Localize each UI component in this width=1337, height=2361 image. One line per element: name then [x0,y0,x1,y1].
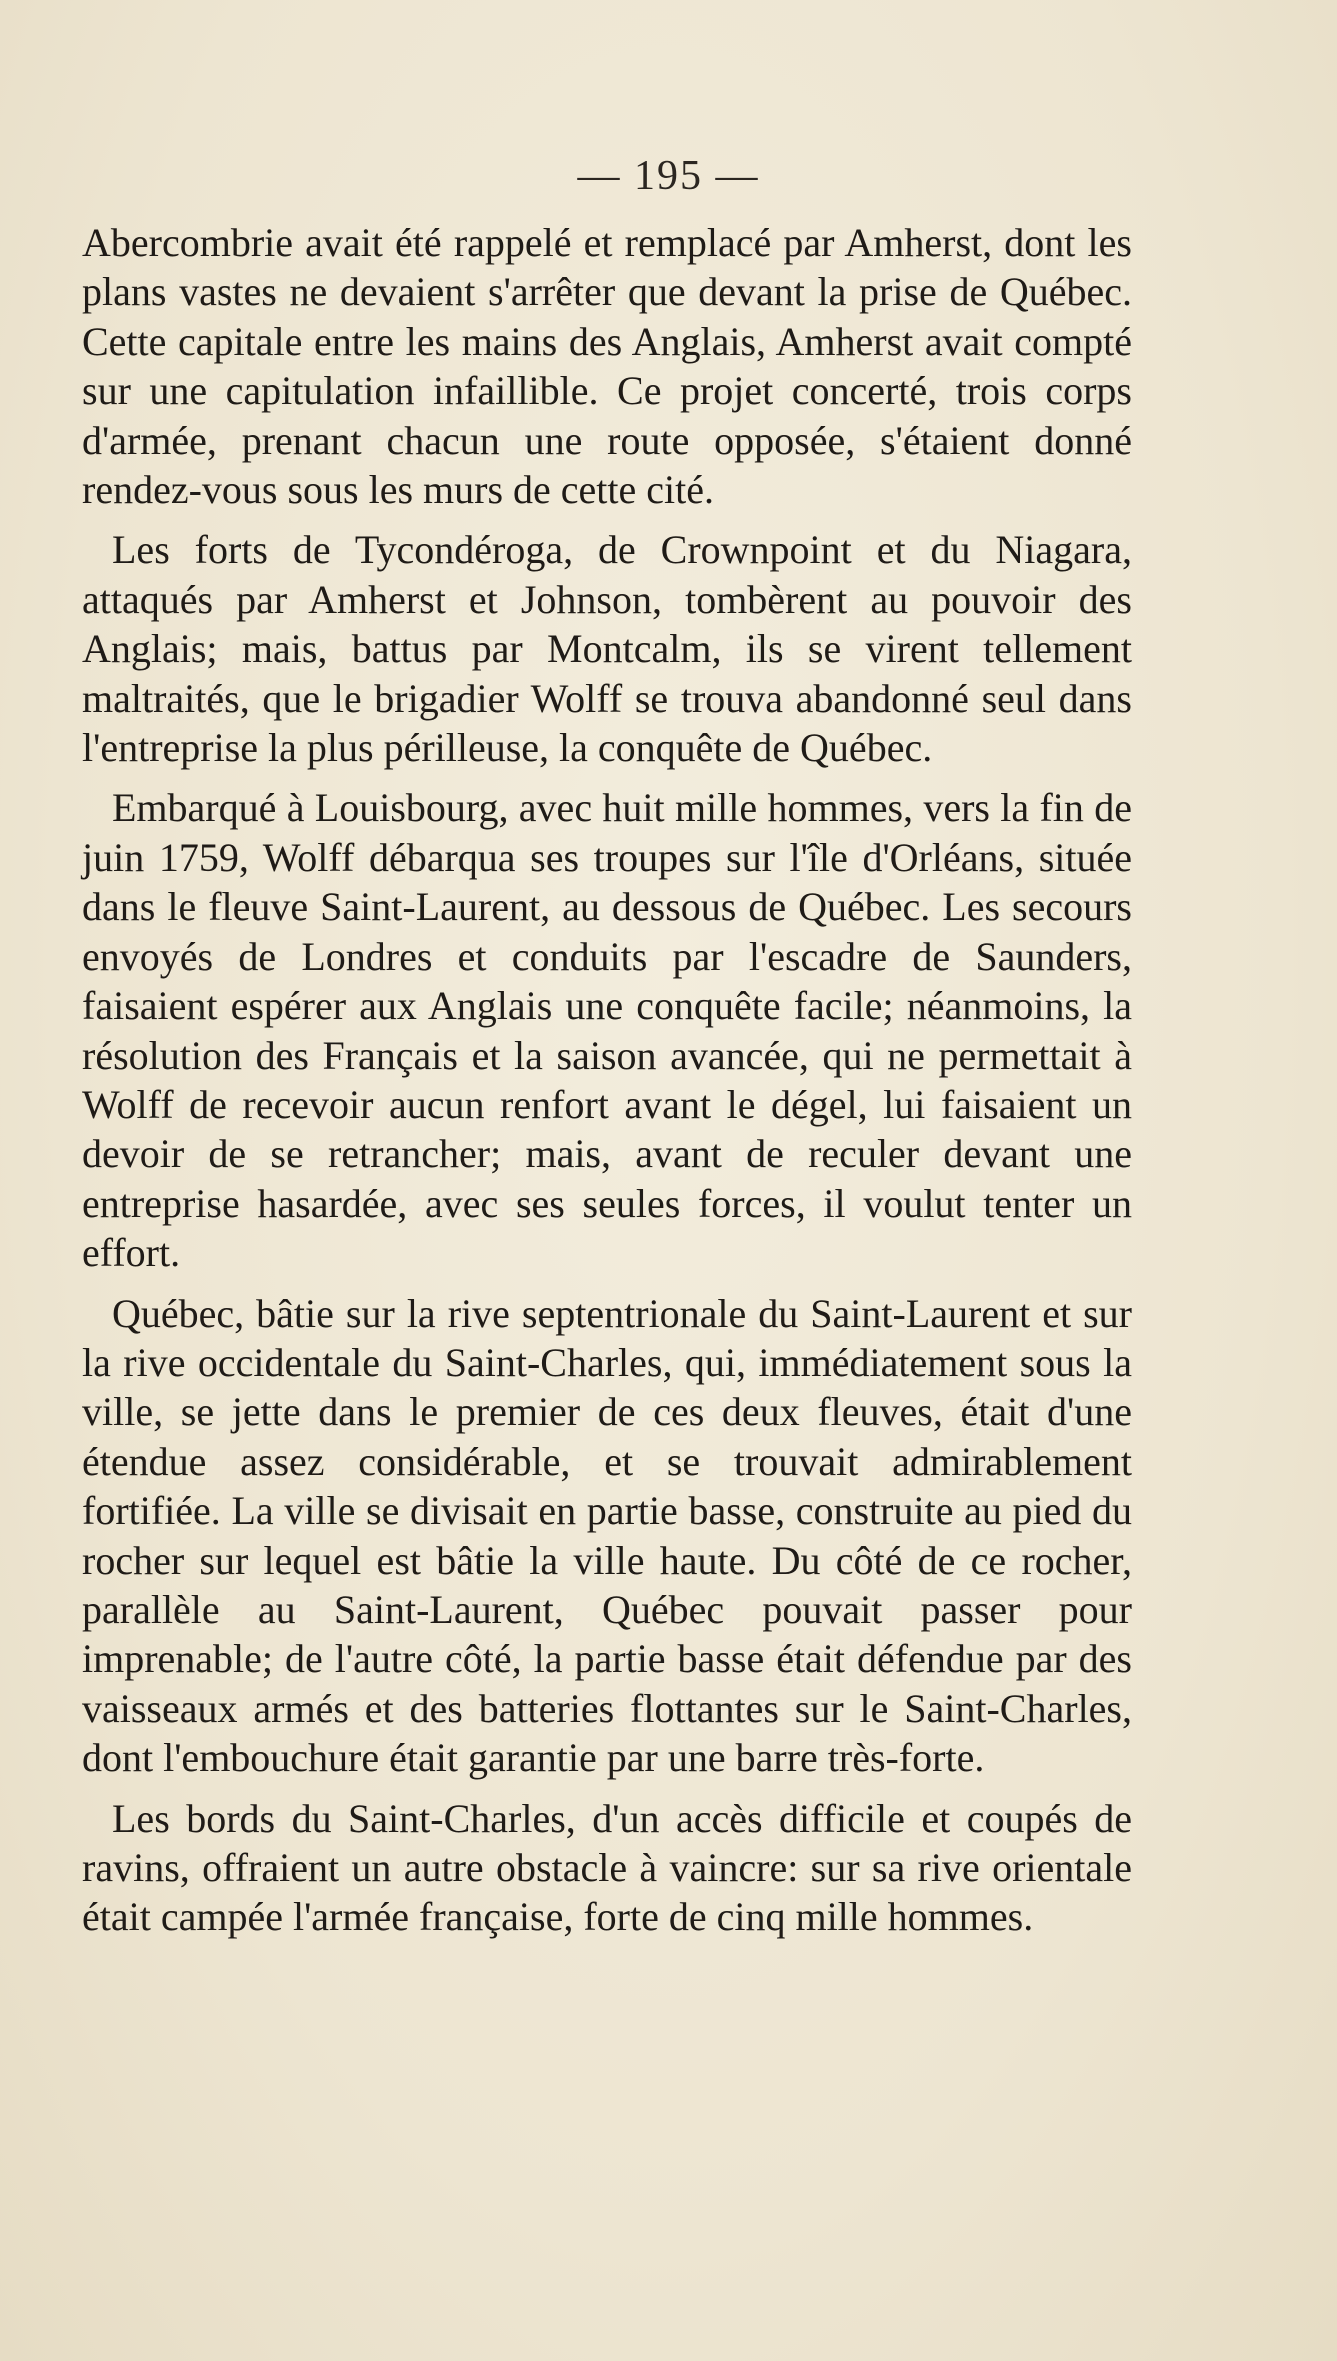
paragraph-2: Les forts de Tycondéroga, de Crownpoint et du Niagara, attaqués par Amherst et Johnson, tombèrent au pouvoir des Anglais; mais, battus par Montcalm, ils se virent tellement maltraités, que le brigadier Wolff se trouva abandonné seul dans l'entreprise la plus périlleuse, la conquête de Québec. [82,527,1132,771]
body-text [82,218,1132,1953]
paragraph-3: Embarqué à Louisbourg, avec huit mille hommes, vers la fin de juin 1759, Wolff débarqua ses troupes sur l'île d'Orléans, située dans le fleuve Saint-Laurent, au dessous de Québec. Les secours envoyés de Londres et conduits par l'escadre de Saunders, faisaient espérer aux Anglais une conquête facile; néanmoins, la résolution des Français et la saison avancée, qui ne permettait à Wolff de recevoir aucun renfort avant le dégel, lui faisaient un devoir de se retrancher; mais, avant de reculer devant une entreprise hasardée, avec ses seules forces, il voulut tenter un effort. [82,785,1132,1276]
paragraph-4: Québec, bâtie sur la rive septentrionale du Saint-Laurent et sur la rive occidentale du Saint-Charles, qui, immédiatement sous la ville, se jette dans le premier de ces deux fleuves, était d'une étendue assez considérable, et se trouvait admirablement fortifiée. La ville se divisait en partie basse, construite au pied du rocher sur lequel est bâtie la ville haute. Du côté de ce rocher, parallèle au Saint-Laurent, Québec pouvait passer pour imprenable; de l'autre côté, la partie basse était défendue par des vaisseaux armés et des batteries flottantes sur le Saint-Charles, dont l'embouchure était garantie par une barre très-forte. [82,1290,1132,1781]
paragraph-5: Les bords du Saint-Charles, d'un accès difficile et coupés de ravins, offraient un autre obstacle à vaincre: sur sa rive orientale était campée l'armée française, forte de cinq mille hommes. [82,1795,1132,1940]
paragraph-1: Abercombrie avait été rappelé et remplacé par Amherst, dont les plans vastes ne devaient s'arrêter que devant la prise de Québec. Cette capitale entre les mains des Anglais, Amherst avait compté sur une capitulation infaillible. Ce projet concerté, trois corps d'armée, prenant chacun une route opposée, s'étaient donné rendez-vous sous les murs de cette cité. [82,220,1132,513]
page-number: — 195 — [577,153,760,199]
